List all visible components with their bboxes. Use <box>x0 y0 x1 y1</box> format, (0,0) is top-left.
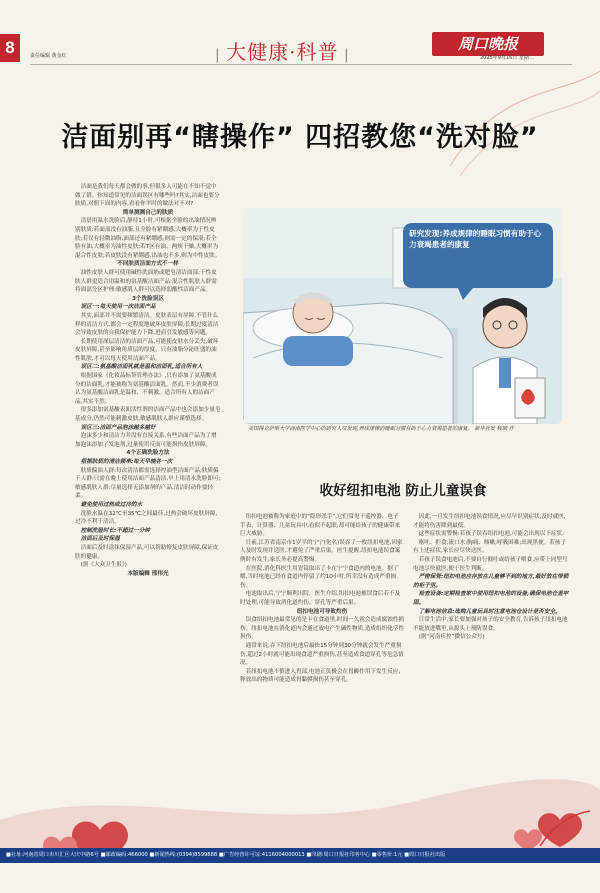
page-header <box>0 0 600 64</box>
footer-info-band: ■社址:河南省周口市川汇区大庆中路6号 ■邮政编码:466000 ■新闻热线:(0394)8599888 ■广告经营许可证:4116004000013 ■印刷:周口日报社印务中心 ■零售价:1元 ■周口日报社出版 <box>0 848 600 863</box>
paragraph: 肤质偏油人群:每次清洁都需选择控油型洁面产品;肤质偏干人群:只需在晚上使用洁面产品清洁,早上用清水洗脸即可;敏感肌肤人群:尽量选择无添加剂的产品,清洁时动作要轻柔。 <box>75 467 221 500</box>
paragraph: 误区三:洁面产品泡沫越多越好 <box>80 424 156 431</box>
paragraph: 洁面后及时涂抹保湿产品,可以帮助修复皮肤屏障,保证皮肤的健康。 <box>75 544 219 560</box>
paragraph: 纽扣电池被称为家庭中的“隐形杀手”,它们常见于遥控器、电子手表、计算器、儿童玩具中,看似不起眼,却可能给孩子的健康带来巨大威胁。 <box>240 514 401 538</box>
subheading: 不同肤质洁面方式不一样 <box>117 261 179 268</box>
paragraph: 控制洗脸时长:不超过一分钟 <box>80 527 150 534</box>
paragraph: 了解电池信息:选购儿童玩具时注意电池仓设计是否安全。 <box>418 608 561 615</box>
section-title-text: 大健康·科普 <box>226 40 339 64</box>
second-article-headline: 收好纽扣电池 防止儿童误食 <box>319 483 487 499</box>
subheading: 纽扣电池可导致灼伤 <box>296 608 348 615</box>
paragraph: 检查设备:定期检查家中使用纽扣电池的设备,确保电池仓盖牢固。 <box>413 591 569 606</box>
paragraph: 日前,江苏省南京市1岁半的宁宁(化名)误吞了一枚纽扣电池,因家人及时发现并送医,才避免了严重后果。医生提醒,纽扣电池误食案例时有发生,家长务必提高警惕。 <box>240 539 403 563</box>
paragraph: 在医院,消化科医生用胃镜取出了卡在宁宁食道内的电池。据了解,当时电池已经在食道内停留了约10小时,所幸没有造成严重损伤。 <box>240 565 399 589</box>
illustration-caption: 美国得克萨斯大学西南医学中心的研究人员发现,养成规律的睡眠习惯有助于心力衰竭患者的康复。 新华社发 程硕 作 <box>248 426 514 432</box>
paragraph: 若孩子误食电池后,不要自行催吐或给孩子喂食,应带上同型号电池尽快就医,便于医生判断。 <box>413 556 568 572</box>
paragraph: 严密保管:纽扣电池应存放在儿童够不到的地方,最好放在带锁的柜子里。 <box>413 574 569 589</box>
paragraph: 通常来说,吞下纽扣电池后最快15分钟到30分钟就会发生严重损伤,超过2小时就可能出现食道严重损伤,甚至造成食道穿孔等危急情况。 <box>240 642 404 667</box>
paragraph: (据《大众卫生报》) <box>80 562 127 569</box>
paragraph: 误区二:氨基酸洁面乳就是温和洁面乳,适合所有人 <box>80 364 203 371</box>
article-right-column <box>413 513 569 642</box>
paragraph: 误食纽扣电池最常见的是卡在食道里,时间一久就会造成腐蚀性损伤。纽扣电池在消化道内会通过放电产生碱性物质,造成组织化学性损伤。 <box>240 617 404 641</box>
section-title: | 大健康·科普 | <box>215 40 350 64</box>
paragraph: 这些症状需警惕:若孩子误吞纽扣电池,可能会出现以下症状: <box>418 531 564 538</box>
header-divider <box>30 64 572 65</box>
speech-bubble-text: 研究发现:养成规律的睡眠习惯有助于心力衰竭患者的康复 <box>409 229 542 249</box>
paragraph: 很多添加氨基酸表面活性剂的洁面产品中也会添加少量皂基成分,仍然可能刺激皮肤,敏感肌肤人群应谨慎选择。 <box>75 407 221 423</box>
paragraph: 日常生活中,家长要加强对孩子的安全教育,告诉孩子纽扣电池不能放进嘴里,从源头上预防误食。 <box>413 617 568 632</box>
subheading: 3个洗脸误区 <box>132 295 164 302</box>
paragraph: 电池取出后,宁宁顺利出院。医生介绍,纽扣电池被误食后若不及时处理,可能导致消化道灼伤、穿孔等严重后果。 <box>240 591 401 606</box>
subheading: 4个正确洗脸方法 <box>126 450 170 457</box>
paragraph: 其实,面部并不需要频繁清洁。皮肤表层有屏障,不管什么样的清洁方式,都会一定程度地破坏皮肤屏障,长期过度清洁会导致皮肤的自我保护能力下降,进而引发敏感等问题。 <box>75 312 219 337</box>
paragraph: 呕吐、拒食;流口水;胸痛、咳嗽;呼吸困难;出现黑便。若孩子有上述症状,家长应尽快送医。 <box>413 539 566 555</box>
paragraph: 洁面后及时保湿 <box>80 536 120 543</box>
article-middle-column <box>240 513 404 685</box>
paragraph: 清晨用温水洗脸后,静待1小时,可根据全脸的出油情况辨别肤质:若面部没有油脂,且全脸有紧绷感,大概率为干性皮肤;若仅有轻微油脂,面部还有紧绷感,则需一定的保湿;若全脸有油,大概率为油性皮肤;若T区有油、两颊干燥,大概率为混合性皮肤;若皮肤没有紧绷感,出油也不多,则为中性皮肤。 <box>75 218 221 259</box>
paragraph: 因此,一旦发生纽扣电池误食情况,应尽早识别症状,及时就医,才能将伤害降到最低。 <box>413 514 566 529</box>
paragraph: 泡沫多少和清洁力并没有直接关系,有些洁面产品为了增加泡沫添加了发泡剂,过量使用反而可能损伤皮肤屏障。 <box>75 433 217 448</box>
paragraph: 根据肤质的清洁频率:每天早晚各一次 <box>80 459 173 465</box>
paragraph: 油性皮肤人群可使用碱性洗面奶或肥皂清洁面部;干性皮肤人群更适合用温和的氨基酸洁面产品;混合性肌肤人群需将面部分区护理;敏感肌人群可以选择弱酸性洁面产品。 <box>75 269 217 294</box>
editor-credit: 责任编辑 黄金红 <box>30 53 67 59</box>
article-left-column <box>75 183 221 578</box>
paragraph: 根据国家《化妆品标签管理办法》,只有添加了氨基酸成分的洁面乳,才能被称为氨基酸洁面乳。然而,不少消费者误认为氨基酸洁面乳是温和、不刺激、适合所有人的洁面产品,其实不然。 <box>75 373 219 405</box>
hearts-decoration <box>0 760 600 848</box>
paragraph: 避免使用过热或过冷的水 <box>80 501 143 508</box>
paragraph: 长期使用深层清洁的洁面产品,可能使皮肤水分丢失,破坏皮肤屏障,甚至影响角质层的厚度。只有油脂分泌旺盛的油性肌肤,才可以每天使用洁面产品。 <box>75 338 219 362</box>
issue-date: 2025年9月16日 星期二 <box>480 55 534 61</box>
newspaper-logo: 周口晚报 <box>432 32 544 56</box>
paragraph: 洗脸水温在32℃至35℃之间最佳,过热会破坏皮肤屏障,过冷不利于清洁。 <box>75 510 218 526</box>
subheading: 简单测测自己的肤质 <box>122 209 174 216</box>
paragraph: 误区一:每天使用一次洁面产品 <box>80 304 156 311</box>
paragraph: 洁面是我们每天都会做的事,但很多人可能在不知不觉中做了错。你知道常见的洁面误区有哪些吗?其实,洁面也要分肤质,对照下面的内容,看看你平时的做法对不对? <box>75 184 220 208</box>
paragraph: (据“河南疾控”微信公众号) <box>418 634 485 641</box>
main-headline: 洁面别再“瞎操作” 四招教您“洗对脸” <box>61 122 539 153</box>
page-number: 8 <box>0 34 20 62</box>
subheading: 本版编辑 邢伟光 <box>127 570 169 577</box>
paragraph: 若纽扣电池不慎进入胃部,电池正负极会在胃酸作用下发生反应,释放出的物质可能造成胃黏膜损伤甚至穿孔。 <box>240 668 401 684</box>
illustration-sleep-heart-failure <box>243 208 562 424</box>
